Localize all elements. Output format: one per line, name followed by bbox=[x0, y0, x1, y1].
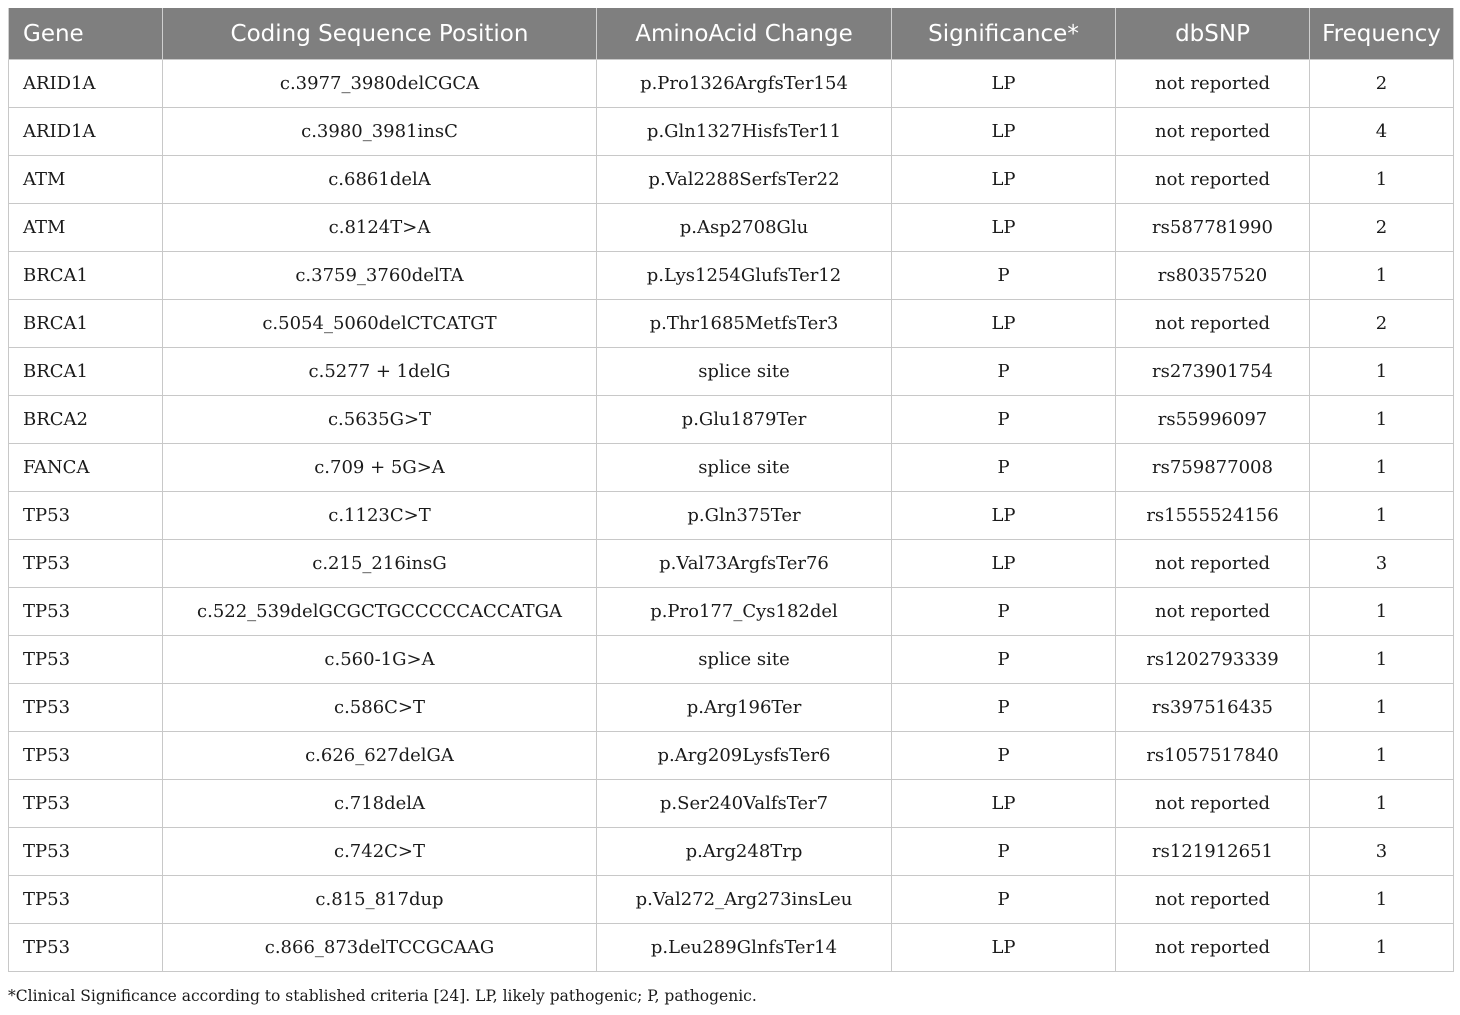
header-gene: Gene bbox=[9, 8, 163, 60]
header-frequency: Frequency bbox=[1310, 8, 1454, 60]
cell-dbsnp: rs759877008 bbox=[1116, 444, 1310, 492]
cell-dbsnp: not reported bbox=[1116, 588, 1310, 636]
cell-aminoacid-change: splice site bbox=[597, 444, 892, 492]
cell-gene: TP53 bbox=[9, 732, 163, 780]
cell-aminoacid-change: splice site bbox=[597, 348, 892, 396]
cell-gene: TP53 bbox=[9, 828, 163, 876]
cell-significance: P bbox=[892, 636, 1116, 684]
cell-gene: TP53 bbox=[9, 588, 163, 636]
cell-dbsnp: not reported bbox=[1116, 60, 1310, 108]
cell-frequency: 1 bbox=[1310, 492, 1454, 540]
table-row bbox=[9, 492, 1454, 540]
cell-aminoacid-change: p.Glu1879Ter bbox=[597, 396, 892, 444]
cell-frequency: 3 bbox=[1310, 828, 1454, 876]
cell-frequency: 4 bbox=[1310, 108, 1454, 156]
cell-aminoacid-change: splice site bbox=[597, 636, 892, 684]
cell-frequency: 1 bbox=[1310, 732, 1454, 780]
table-row bbox=[9, 876, 1454, 924]
cell-dbsnp: rs1202793339 bbox=[1116, 636, 1310, 684]
cell-aminoacid-change: p.Thr1685MetfsTer3 bbox=[597, 300, 892, 348]
cell-coding-sequence-position: c.560-1G>A bbox=[163, 636, 597, 684]
table-row bbox=[9, 684, 1454, 732]
cell-aminoacid-change: p.Val2288SerfsTer22 bbox=[597, 156, 892, 204]
cell-frequency: 1 bbox=[1310, 348, 1454, 396]
table-row bbox=[9, 348, 1454, 396]
cell-coding-sequence-position: c.3977_3980delCGCA bbox=[163, 60, 597, 108]
cell-significance: LP bbox=[892, 492, 1116, 540]
cell-aminoacid-change: p.Arg248Trp bbox=[597, 828, 892, 876]
cell-aminoacid-change: p.Ser240ValfsTer7 bbox=[597, 780, 892, 828]
cell-coding-sequence-position: c.742C>T bbox=[163, 828, 597, 876]
header-dbsnp: dbSNP bbox=[1116, 8, 1310, 60]
cell-significance: P bbox=[892, 348, 1116, 396]
cell-gene: BRCA2 bbox=[9, 396, 163, 444]
cell-frequency: 2 bbox=[1310, 300, 1454, 348]
cell-dbsnp: rs397516435 bbox=[1116, 684, 1310, 732]
cell-aminoacid-change: p.Gln1327HisfsTer11 bbox=[597, 108, 892, 156]
cell-coding-sequence-position: c.866_873delTCCGCAAG bbox=[163, 924, 597, 972]
cell-significance: P bbox=[892, 588, 1116, 636]
cell-coding-sequence-position: c.522_539delGCGCTGCCCCCACCATGA bbox=[163, 588, 597, 636]
cell-frequency: 1 bbox=[1310, 588, 1454, 636]
cell-coding-sequence-position: c.6861delA bbox=[163, 156, 597, 204]
cell-dbsnp: rs121912651 bbox=[1116, 828, 1310, 876]
cell-frequency: 2 bbox=[1310, 204, 1454, 252]
table-row bbox=[9, 924, 1454, 972]
cell-gene: ARID1A bbox=[9, 60, 163, 108]
cell-aminoacid-change: p.Gln375Ter bbox=[597, 492, 892, 540]
cell-gene: TP53 bbox=[9, 540, 163, 588]
cell-gene: BRCA1 bbox=[9, 300, 163, 348]
table-body bbox=[9, 60, 1454, 972]
cell-significance: LP bbox=[892, 156, 1116, 204]
cell-aminoacid-change: p.Leu289GlnfsTer14 bbox=[597, 924, 892, 972]
cell-significance: LP bbox=[892, 108, 1116, 156]
cell-frequency: 1 bbox=[1310, 396, 1454, 444]
header-row bbox=[9, 8, 1454, 60]
table-footnote: *Clinical Significance according to stablished criteria [24]. LP, likely pathogenic; P, pathogenic. bbox=[8, 987, 757, 1005]
cell-coding-sequence-position: c.586C>T bbox=[163, 684, 597, 732]
table-row bbox=[9, 300, 1454, 348]
variants-table bbox=[8, 8, 1454, 972]
cell-coding-sequence-position: c.5277 + 1delG bbox=[163, 348, 597, 396]
cell-significance: P bbox=[892, 876, 1116, 924]
cell-significance: P bbox=[892, 444, 1116, 492]
cell-significance: P bbox=[892, 252, 1116, 300]
cell-gene: ARID1A bbox=[9, 108, 163, 156]
cell-aminoacid-change: p.Asp2708Glu bbox=[597, 204, 892, 252]
cell-significance: LP bbox=[892, 300, 1116, 348]
cell-significance: P bbox=[892, 684, 1116, 732]
table-row bbox=[9, 636, 1454, 684]
cell-dbsnp: not reported bbox=[1116, 540, 1310, 588]
cell-significance: P bbox=[892, 396, 1116, 444]
cell-gene: TP53 bbox=[9, 876, 163, 924]
cell-frequency: 1 bbox=[1310, 876, 1454, 924]
cell-dbsnp: not reported bbox=[1116, 924, 1310, 972]
table-row bbox=[9, 444, 1454, 492]
table-row bbox=[9, 60, 1454, 108]
cell-coding-sequence-position: c.5635G>T bbox=[163, 396, 597, 444]
cell-dbsnp: rs1555524156 bbox=[1116, 492, 1310, 540]
cell-frequency: 3 bbox=[1310, 540, 1454, 588]
cell-frequency: 1 bbox=[1310, 780, 1454, 828]
cell-aminoacid-change: p.Val73ArgfsTer76 bbox=[597, 540, 892, 588]
table-row bbox=[9, 828, 1454, 876]
cell-aminoacid-change: p.Arg209LysfsTer6 bbox=[597, 732, 892, 780]
header-coding-sequence-position: Coding Sequence Position bbox=[163, 8, 597, 60]
cell-dbsnp: rs55996097 bbox=[1116, 396, 1310, 444]
cell-gene: BRCA1 bbox=[9, 348, 163, 396]
cell-frequency: 1 bbox=[1310, 252, 1454, 300]
cell-dbsnp: rs273901754 bbox=[1116, 348, 1310, 396]
cell-gene: TP53 bbox=[9, 780, 163, 828]
table-row bbox=[9, 732, 1454, 780]
cell-dbsnp: rs1057517840 bbox=[1116, 732, 1310, 780]
cell-dbsnp: not reported bbox=[1116, 780, 1310, 828]
cell-frequency: 1 bbox=[1310, 684, 1454, 732]
cell-frequency: 1 bbox=[1310, 636, 1454, 684]
header-aminoacid-change: AminoAcid Change bbox=[597, 8, 892, 60]
cell-significance: LP bbox=[892, 924, 1116, 972]
cell-significance: P bbox=[892, 732, 1116, 780]
cell-significance: LP bbox=[892, 60, 1116, 108]
cell-aminoacid-change: p.Lys1254GlufsTer12 bbox=[597, 252, 892, 300]
table-row bbox=[9, 780, 1454, 828]
cell-frequency: 1 bbox=[1310, 924, 1454, 972]
cell-coding-sequence-position: c.3980_3981insC bbox=[163, 108, 597, 156]
cell-gene: ATM bbox=[9, 156, 163, 204]
cell-gene: BRCA1 bbox=[9, 252, 163, 300]
cell-gene: TP53 bbox=[9, 636, 163, 684]
cell-gene: TP53 bbox=[9, 924, 163, 972]
cell-gene: ATM bbox=[9, 204, 163, 252]
cell-significance: LP bbox=[892, 204, 1116, 252]
cell-dbsnp: not reported bbox=[1116, 300, 1310, 348]
cell-dbsnp: not reported bbox=[1116, 108, 1310, 156]
cell-coding-sequence-position: c.5054_5060delCTCATGT bbox=[163, 300, 597, 348]
cell-coding-sequence-position: c.815_817dup bbox=[163, 876, 597, 924]
cell-significance: LP bbox=[892, 780, 1116, 828]
cell-aminoacid-change: p.Arg196Ter bbox=[597, 684, 892, 732]
cell-coding-sequence-position: c.709 + 5G>A bbox=[163, 444, 597, 492]
cell-coding-sequence-position: c.626_627delGA bbox=[163, 732, 597, 780]
table-row bbox=[9, 108, 1454, 156]
cell-frequency: 2 bbox=[1310, 60, 1454, 108]
cell-dbsnp: not reported bbox=[1116, 156, 1310, 204]
header-significance: Significance* bbox=[892, 8, 1116, 60]
cell-frequency: 1 bbox=[1310, 444, 1454, 492]
cell-aminoacid-change: p.Pro177_Cys182del bbox=[597, 588, 892, 636]
cell-gene: TP53 bbox=[9, 684, 163, 732]
cell-frequency: 1 bbox=[1310, 156, 1454, 204]
cell-significance: LP bbox=[892, 540, 1116, 588]
cell-aminoacid-change: p.Pro1326ArgfsTer154 bbox=[597, 60, 892, 108]
cell-gene: FANCA bbox=[9, 444, 163, 492]
cell-dbsnp: rs80357520 bbox=[1116, 252, 1310, 300]
cell-significance: P bbox=[892, 828, 1116, 876]
cell-dbsnp: not reported bbox=[1116, 876, 1310, 924]
table-row bbox=[9, 252, 1454, 300]
cell-coding-sequence-position: c.215_216insG bbox=[163, 540, 597, 588]
cell-dbsnp: rs587781990 bbox=[1116, 204, 1310, 252]
table-row bbox=[9, 540, 1454, 588]
cell-coding-sequence-position: c.718delA bbox=[163, 780, 597, 828]
table-row bbox=[9, 204, 1454, 252]
cell-coding-sequence-position: c.1123C>T bbox=[163, 492, 597, 540]
table-row bbox=[9, 156, 1454, 204]
table-row bbox=[9, 588, 1454, 636]
cell-coding-sequence-position: c.8124T>A bbox=[163, 204, 597, 252]
cell-aminoacid-change: p.Val272_Arg273insLeu bbox=[597, 876, 892, 924]
cell-coding-sequence-position: c.3759_3760delTA bbox=[163, 252, 597, 300]
table-row bbox=[9, 396, 1454, 444]
cell-gene: TP53 bbox=[9, 492, 163, 540]
